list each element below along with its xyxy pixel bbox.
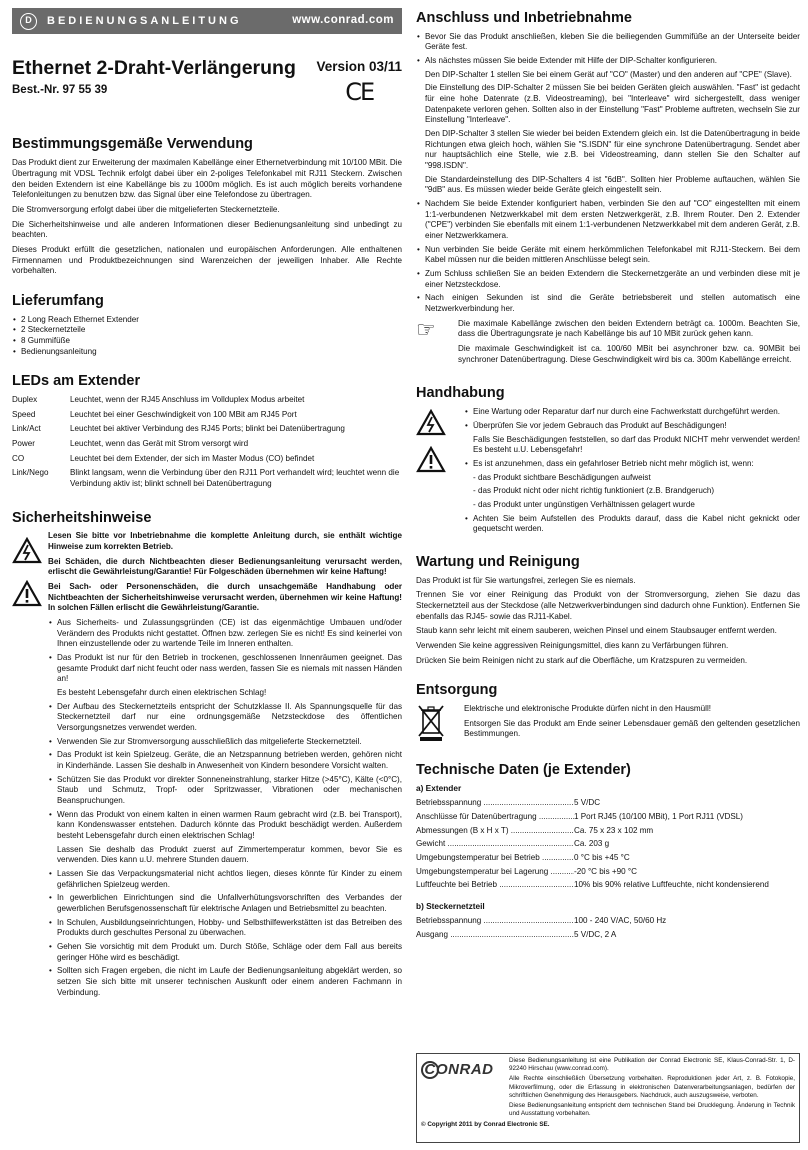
- list-item-subtext: - das Produkt unter ungünstigen Verhältnissen gelagert wurde: [473, 499, 695, 509]
- leds-heading: LEDs am Extender: [12, 373, 141, 390]
- list-item: [464, 421, 800, 456]
- header-url[interactable]: www.conrad.com: [292, 14, 394, 27]
- disposal-block: [416, 704, 800, 746]
- list-item: • Zum Schluss schließen Sie an beiden Extendern die Steckernetzgeräte an und verbinden diese mit je einer Netzsteckdose.: [416, 269, 800, 290]
- page-title: Ethernet 2-Draht-Verlängerung: [12, 57, 296, 79]
- led-name: Link/Act: [12, 424, 41, 434]
- table-row: [12, 468, 402, 493]
- warning-icons: [12, 531, 48, 1001]
- spec-row: [416, 930, 800, 941]
- spec-value: Ca. 75 x 23 x 102 mm: [574, 825, 654, 835]
- spec-row: [416, 880, 800, 891]
- disposal-heading: Entsorgung: [416, 682, 498, 699]
- imprint-box: [416, 1053, 800, 1143]
- scope-heading: Lieferumfang: [12, 292, 104, 309]
- led-desc: Leuchtet bei einer Geschwindigkeit von 100 MBit am RJ45 Port: [70, 409, 297, 419]
- pointing-hand-icon: ☞: [416, 316, 436, 342]
- list-item-subtext: Die Standardeinstellung des DIP-Schalters 4 ist "6dB". Sollten hier Probleme auftauchen, wählen Sie "9dB" aus. Es müssen wieder beide Geräte gleich eingestellt sein.: [425, 174, 800, 195]
- crossed-bin-icon: [416, 704, 464, 746]
- spec-value: Ca. 203 g: [574, 839, 610, 849]
- led-desc: Blinkt langsam, wenn die Verbindung über den RJ11 Port verhandelt wird; leuchtet wenn die Verbindung aktiv ist; blinkt schnell bei Datenübertragung: [70, 468, 400, 488]
- table-row: [12, 410, 402, 425]
- spec-label: Gewicht .....: [416, 839, 574, 850]
- safety-heading: Sicherheitshinweise: [12, 509, 152, 526]
- list-item: • Nachdem Sie beide Extender konfiguriert haben, verbinden Sie den auf "CO" eingestellten mit einem 1:1-verbundenen Netzwerkkabel mit dem ersten Netzwerkgerät, z.B. Ihrem Router. Den 2. Extender ("CPE") verbinden Sie ebenfalls mit einem 1:1-verbundenen Netzwerkkabel mit dem anderen Gerät, z.B. einer Netzwerkkamera.: [416, 199, 800, 242]
- list-item: • Eine Wartung oder Reparatur darf nur durch eine Fachwerkstatt durchgeführt werden.: [464, 407, 800, 418]
- led-name: Link/Nego: [12, 468, 49, 478]
- spec-row: [416, 798, 800, 809]
- list-item: • Nun verbinden Sie beide Geräte mit einem herkömmlichen Telefonkabel mit RJ11-Steckern. Bei dem Kabel müssen nur die beiden mittleren Anschlüsse belegt sein.: [416, 245, 800, 266]
- spec-label: Luftfeuchte bei Betrieb .....: [416, 880, 574, 891]
- list-item: • Der Aufbau des Steckernetzteils entspricht der Schutzklasse II. Als Spannungsquelle für das Steckernetzteil darf nur eine ordnungsgemäße Netzsteckdose des öffentlichen Versorgungsnetzes verwendet werden.: [48, 702, 402, 734]
- handling-list: [464, 407, 800, 535]
- list-item-subtext: Die Einstellung des DIP-Schalter 2 müssen Sie bei beiden Geräten gleich auswählen. "Fast" ist gedacht für eine hohe Datenrate (z.B. Videostreaming), bei "Interleave" wird sichergestellt, dass weniger Datenpakete verloren gehen. Sollten also in der Einstellung "Fast" Probleme auftreten, wechseln Sie zur Einstellung "Interleave".: [425, 83, 800, 125]
- list-item-subtext: - das Produkt nicht oder nicht richtig funktioniert (z.B. Brandgeruch): [473, 486, 715, 496]
- spec-value: 5 V/DC, 2 A: [574, 929, 617, 939]
- led-name: Speed: [12, 409, 36, 419]
- safety-block: [12, 531, 402, 1001]
- disposal-text: Entsorgen Sie das Produkt am Ende seiner Lebensdauer gemäß den geltenden gesetzlichen Bestimmungen.: [464, 718, 800, 739]
- connection-list: [416, 32, 800, 315]
- list-item: • Gehen Sie vorsichtig mit dem Produkt um. Durch Stöße, Schläge oder dem Fall aus bereits geringer Höhe wird es beschädigt.: [48, 942, 402, 963]
- maintenance-paragraph: Verwenden Sie keine aggressiven Reinigungsmittel, dies kann zu Verfärbungen führen.: [416, 640, 729, 650]
- list-item-text: Überprüfen Sie vor jedem Gebrauch das Produkt auf Beschädigungen!: [473, 420, 727, 430]
- list-item: • Achten Sie beim Aufstellen des Produkts darauf, dass die Kabel nicht geknickt oder gequetscht werden.: [464, 514, 800, 535]
- safety-list: [48, 618, 402, 999]
- spec-label: Anschlüsse für Datenübertragung .....: [416, 812, 574, 823]
- spec-label: Umgebungstemperatur bei Lagerung .....: [416, 867, 574, 878]
- table-row: [12, 439, 402, 454]
- warning-icon: [416, 446, 446, 473]
- list-item: • Sollten sich Fragen ergeben, die nicht im Laufe der Bedienungsanleitung abgeklärt werden, so setzen Sie sich bitte mit unserer technischen Auskunft oder einem anderen Fachmann in Verbindung.: [48, 966, 402, 998]
- order-number: Best.-Nr. 97 55 39: [12, 84, 108, 97]
- led-desc: Leuchtet, wenn der RJ45 Anschluss im Vollduplex Modus arbeitet: [70, 394, 305, 404]
- hint-text: Die maximale Geschwindigkeit ist ca. 100/60 MBit bei asynchroner bzw. ca. 90MBit bei synchroner Datenübertragung. Diese Geschwindigkeit wird bis ca. 300m Kabellänge erreicht.: [458, 344, 800, 364]
- list-item-subtext: Den DIP-Schalter 1 stellen Sie bei einem Gerät auf "CO" (Master) und den anderen auf "CPE" (Slave).: [425, 69, 792, 79]
- safety-bold-text: Bei Sach- oder Personenschäden, die durch unsachgemäße Handhabung oder Nichtbeachten der Sicherheitshinweise verursacht werden, übernehmen wir keine Haftung! In solchen Fällen erlischt die Gewährleistung/Garantie.: [48, 581, 402, 613]
- intended-use-paragraph: Das Produkt dient zur Erweiterung der maximalen Kabellänge einer Ethernetverbindung mit 10/100 MBit. Die Übertragung mit VDSL Technik erfolgt dabei über ein 2-poliges Telefonkabel mit RJ11 Steckern. Zwischen den beiden Extendern ist eine Kabellänge bis zu 1000m möglich. Es ist auch möglich bereits vorhandene Telefonleitungen zu benutzen bzw. das Signal über eine Telefondose zu übertragen.: [12, 158, 402, 200]
- spec-value: 100 - 240 V/AC, 50/60 Hz: [574, 915, 667, 925]
- disposal-text: Elektrische und elektronische Produkte dürfen nicht in den Hausmüll!: [464, 703, 711, 713]
- spec-value: 10% bis 90% relative Luftfeuchte, nicht kondensierend: [574, 880, 769, 890]
- led-desc: Leuchtet bei dem Extender, der sich im Master Modus (CO) befindet: [70, 453, 315, 463]
- ce-mark: CE: [345, 77, 374, 106]
- imprint-text: Alle Rechte einschließlich Übersetzung vorbehalten. Reproduktionen jeder Art, z. B. Fotokopie, Mikroverfilmung, oder die Erfassung in elektronischen Datenverarbeitungsanlagen, bedürfen der schriftlichen Genehmigung des Herausgebers. Nachdruck, auch auszugsweise, verboten.: [509, 1075, 795, 1099]
- list-item: [48, 810, 402, 866]
- high-voltage-icon: [12, 537, 42, 564]
- spec-value: 1 Port RJ45 (10/100 MBit), 1 Port RJ11 (VDSL): [574, 811, 743, 821]
- list-item-text: Es ist anzunehmen, dass ein gefahrloser Betrieb nicht mehr möglich ist, wenn:: [473, 458, 754, 468]
- spec-label: Abmessungen (B x H x T) .....: [416, 826, 574, 837]
- spec-row: [416, 916, 800, 927]
- intended-use-heading: Bestimmungsgemäße Verwendung: [12, 136, 253, 153]
- spec-label: Betriebsspannung .....: [416, 916, 574, 927]
- tech-heading: Technische Daten (je Extender): [416, 761, 631, 778]
- list-item-subtext: Lassen Sie deshalb das Produkt zuerst auf Zimmertemperatur kommen, bevor Sie es verwenden. Dies kann u.U. mehrere Stunden dauern.: [57, 844, 402, 865]
- logo-text: ONRAD: [436, 1061, 494, 1078]
- maintenance-paragraph: Staub kann sehr leicht mit einem sauberen, weichen Pinsel und einem Staubsauger entfernt werden.: [416, 626, 777, 636]
- list-item-subtext: Den DIP-Schalter 3 stellen Sie wieder bei beiden Extendern gleich ein. Ist die Datenübertragung in beide Richtungen etwa gleich hoch, wählen Sie "S.ISDN" für eine synchrone Datenübertragung. Sendet aber nur hauptsächlich eine Stelle, wie z.B. bei Videostreaming, dann stellen Sie den Schalter auf "998.ISDN".: [425, 129, 800, 171]
- scope-list: [12, 315, 402, 358]
- intended-use-paragraph: Dieses Produkt erfüllt die gesetzlichen, nationalen und europäischen Anforderungen. Alle enthaltenen Firmennamen und Produktbezeichnungen sind Warenzeichen der jeweiligen Inhaber. Alle Rechte vorbehalten.: [12, 244, 402, 276]
- imprint-text: Diese Bedienungsanleitung ist eine Publikation der Conrad Electronic SE, Klaus-Conrad-Str. 1, D-92240 Hirschau (www.conrad.com).: [509, 1057, 795, 1073]
- led-table: [12, 395, 402, 494]
- tech-subheading: b) Steckernetzteil: [416, 900, 485, 911]
- list-item: • Aus Sicherheits- und Zulassungsgründen (CE) ist das eigenmächtige Umbauen und/oder Verändern des Produkts nicht gestattet. Öffnen bzw. zerlegen Sie es nicht! Es sind keinerlei von Ihnen einzustellende oder zu wartende Teile im Inneren enthalten.: [48, 618, 402, 650]
- list-item-subtext: Es besteht Lebensgefahr durch einen elektrischen Schlag!: [57, 688, 267, 698]
- spec-value: 0 °C bis +45 °C: [574, 852, 630, 862]
- intended-use-paragraph: Die Sicherheitshinweise und alle anderen Informationen dieser Bedienungsanleitung sind unbedingt zu beachten.: [12, 219, 402, 240]
- version-label: Version 03/11: [316, 59, 402, 74]
- table-row: [12, 395, 402, 410]
- list-item: • Verwenden Sie zur Stromversorgung ausschließlich das mitgelieferte Steckernetzteil.: [48, 737, 402, 748]
- warning-icons: [416, 407, 456, 538]
- header-bar: [12, 8, 402, 34]
- warning-icon: [12, 580, 42, 607]
- led-name: Duplex: [12, 394, 38, 404]
- list-item: • Das Produkt ist kein Spielzeug. Geräte, die an Netzspannung betrieben werden, gehören nicht in Kinderhände. Lassen Sie deshalb in Anwesenheit von Kindern besondere Vorsicht walten.: [48, 750, 402, 771]
- list-item: • In gewerblichen Einrichtungen sind die Unfallverhütungsvorschriften des Verbandes der gewerblichen Berufsgenossenschaft für elektrische Anlagen und Betriebsmittel zu beachten.: [48, 893, 402, 914]
- tech-subheading: a) Extender: [416, 783, 462, 794]
- list-item: • Bevor Sie das Produkt anschließen, kleben Sie die beiliegenden Gummifüße an der Unterseite beider Geräte fest.: [416, 32, 800, 53]
- high-voltage-icon: [416, 409, 446, 436]
- intended-use-paragraph: Die Stromversorgung erfolgt dabei über die mitgelieferten Steckernetzteile.: [12, 204, 280, 214]
- list-item: • In Schulen, Ausbildungseinrichtungen, Hobby- und Selbsthilfewerkstätten ist das Betreiben des Produkts durch geschultes Personal zu überwachen.: [48, 918, 402, 939]
- list-item: • Schützen Sie das Produkt vor direkter Sonneneinstrahlung, starker Hitze (>45°C), Kälte (<0°C), Staub und Schmutz, Tropf- oder Spritzwasser, Vibrationen oder mechanischen Beanspruchungen.: [48, 775, 402, 807]
- spec-value: -20 °C bis +90 °C: [574, 866, 637, 876]
- maintenance-paragraph: Trennen Sie vor einer Reinigung das Produkt von der Stromversorgung, ziehen Sie dazu das Steckernetzteil aus der Steckdose (alle Netzwerkverbindungen sind dadurch ohne Funktion). Entfernen Sie ebenfalls das RJ45- sowie das RJ11-Kabel.: [416, 590, 800, 621]
- list-item: • Lassen Sie das Verpackungsmaterial nicht achtlos liegen, dieses könnte für Kinder zu einem gefährlichen Spielzeug werden.: [48, 869, 402, 890]
- spec-label: Ausgang .....: [416, 930, 574, 941]
- logo-letter: C: [421, 1061, 439, 1079]
- spec-row: [416, 853, 800, 864]
- copyright: © Copyright 2011 by Conrad Electronic SE.: [421, 1121, 550, 1129]
- list-item-text: Wenn das Produkt von einem kalten in einen warmen Raum gebracht wird (z.B. bei Transport), kann Kondenswasser entstehen. Dadurch könnte das Produkt beschädigt werden. Außerdem besteht Lebensgefahr durch einen elektrischen Schlag!: [57, 809, 402, 841]
- list-item: [48, 653, 402, 699]
- hint-block: [416, 316, 800, 370]
- maintenance-heading: Wartung und Reinigung: [416, 553, 580, 570]
- table-row: [12, 424, 402, 439]
- led-name: CO: [12, 453, 25, 463]
- spec-label: Betriebsspannung .....: [416, 798, 574, 809]
- spec-value: 5 V/DC: [574, 798, 601, 808]
- led-name: Power: [12, 438, 35, 448]
- list-item: [416, 56, 800, 196]
- hint-text: Die maximale Kabellänge zwischen den beiden Extendern beträgt ca. 1000m. Beachten Sie, dass die Übertragungsrate je nach Kabellänge bis auf 10 MBit zurück gehen kann.: [458, 318, 800, 339]
- title-row: [12, 58, 402, 108]
- list-item-text: Das Produkt ist nur für den Betrieb in trockenen, geschlossenen Innenräumen geeignet. Das gesamte Produkt darf nicht feucht oder nass werden, fassen Sie es niemals mit nassen Händen an!: [57, 653, 402, 684]
- list-item: • Nach einigen Sekunden ist sind die Geräte betriebsbereit und stellen automatisch eine Netzwerkverbindung her.: [416, 293, 800, 314]
- handling-block: [416, 407, 800, 538]
- spec-row: [416, 867, 800, 878]
- right-column: [416, 8, 800, 943]
- list-item: • 2 Steckernetzteile: [12, 325, 402, 336]
- connection-heading: Anschluss und Inbetriebnahme: [416, 10, 632, 26]
- maintenance-paragraph: Drücken Sie beim Reinigen nicht zu stark auf die Oberfläche, um Kratzspuren zu vermeiden.: [416, 655, 748, 665]
- safety-bold-text: Lesen Sie bitte vor Inbetriebnahme die komplette Anleitung durch, sie enthält wichtige Hinweise zum korrekten Betrieb.: [48, 531, 402, 551]
- psu-specs: [416, 916, 800, 940]
- imprint-text: Diese Bedienungsanleitung entspricht dem technischen Stand bei Drucklegung. Änderung in Technik und Ausstattung vorbehalten.: [509, 1101, 795, 1118]
- left-column: [12, 8, 402, 1001]
- list-item: • 2 Long Reach Ethernet Extender: [12, 315, 402, 326]
- spec-label: Umgebungstemperatur bei Betrieb .....: [416, 853, 574, 864]
- table-row: [12, 454, 402, 469]
- maintenance-paragraph: Das Produkt ist für Sie wartungsfrei, zerlegen Sie es niemals.: [416, 575, 636, 585]
- language-badge: D: [20, 13, 37, 30]
- spec-row: [416, 812, 800, 823]
- conrad-logo: [421, 1057, 509, 1120]
- spec-row: [416, 826, 800, 837]
- header-label: BEDIENUNGSANLEITUNG: [47, 14, 242, 27]
- list-item-text: Als nächstes müssen Sie beide Extender mit Hilfe der DIP-Schalter konfigurieren.: [425, 56, 717, 66]
- list-item-subtext: - das Produkt sichtbare Beschädigungen aufweist: [473, 472, 651, 482]
- safety-bold-text: Bei Schäden, die durch Nichtbeachten dieser Bedienungsanleitung verursacht werden, erlischt die Gewährleistung/Garantie! Für Folgeschäden übernehmen wir keine Haftung!: [48, 556, 402, 577]
- list-item-subtext: Falls Sie Beschädigungen feststellen, so darf das Produkt NICHT mehr verwendet werden! Es besteht u.U. Lebensgefahr!: [473, 434, 800, 455]
- spec-row: [416, 839, 800, 850]
- handling-heading: Handhabung: [416, 385, 505, 402]
- led-desc: Leuchtet bei aktiver Verbindung des RJ45 Ports; blinkt bei Datenübertragung: [70, 424, 345, 434]
- led-desc: Leuchtet, wenn das Gerät mit Strom versorgt wird: [70, 438, 249, 448]
- extender-specs: [416, 798, 800, 891]
- list-item: [464, 459, 800, 511]
- list-item: • Bedienungsanleitung: [12, 347, 402, 358]
- list-item: • 8 Gummifüße: [12, 336, 402, 347]
